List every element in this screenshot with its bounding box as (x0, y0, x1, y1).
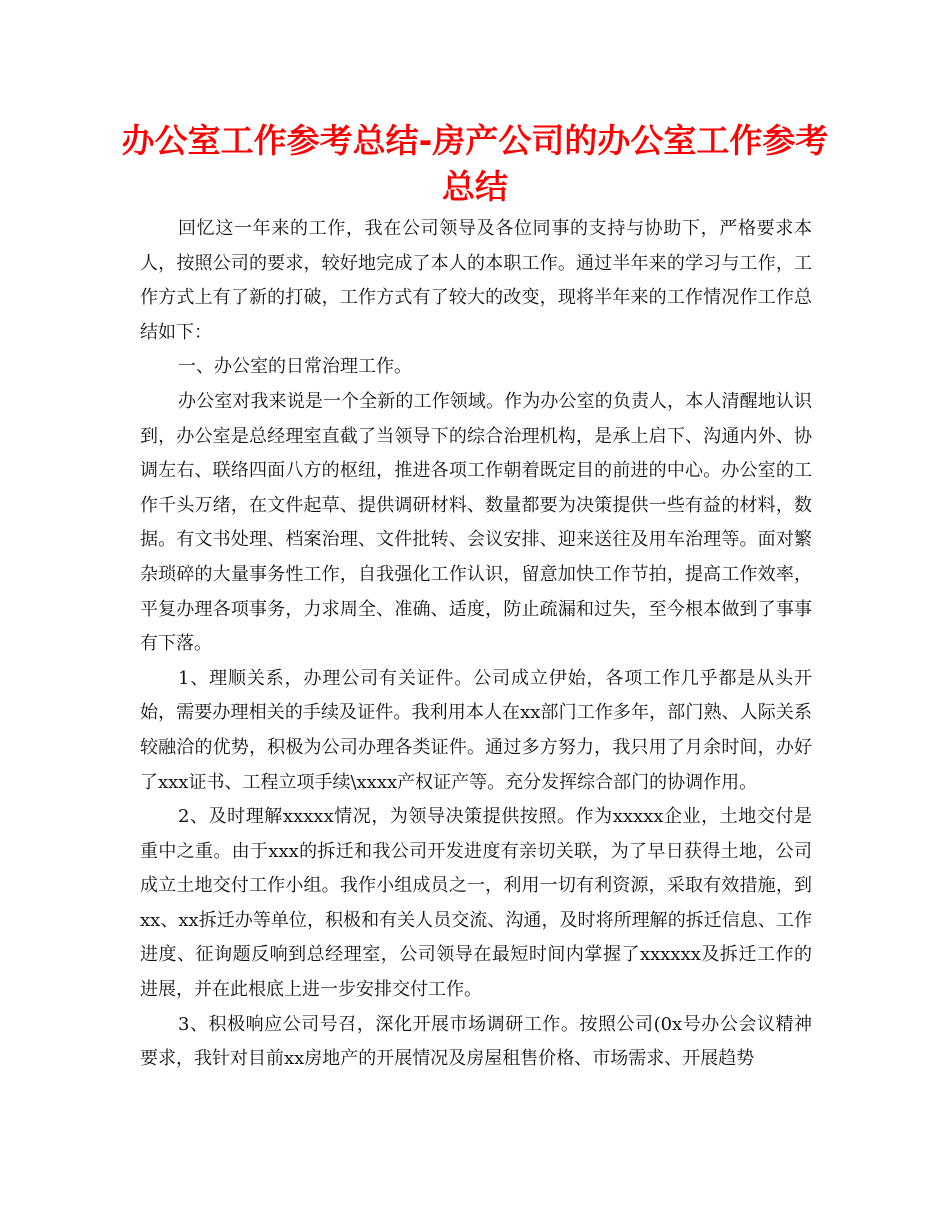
paragraph-item-3-market-research: 3、积极响应公司号召，深化开展市场调研工作。按照公司(0x号办公会议精神要求，我针对目前xx房地产的开展情况及房屋租售价格、市场需求、开展趋势 (140, 1013, 812, 1070)
paragraph-intro: 回忆这一年来的工作，我在公司领导及各位同事的支持与协助下，严格要求本人，按照公司的要求，较好地完成了本人的本职工作。通过半年来的学习与工作，工作方式上有了新的打破，工作方式有了较大的改变，现将半年来的工作情况作工作总结如下： (140, 218, 812, 343)
section-heading-daily-management: 一、办公室的日常治理工作。 (178, 356, 412, 378)
paragraph-item-2-land-delivery: 2、及时理解xxxxx情况，为领导决策提供按照。作为xxxxx企业，土地交付是重中之重。由于xxx的拆迁和我公司开发进度有亲切关联，为了早日获得土地，公司成立土地交付工作小组。我作小组成员之一，利用一切有利资源，采取有效措施，到xx、xx拆迁办等单位，积极和有关人员交流、沟通，及时将所理解的拆迁信息、工作进度、征询题反响到总经理室，公司领导在最短时间内掌握了xxxxxx及拆迁工作的进展，并在此根底上进一步安排交付工作。 (140, 806, 812, 1001)
paragraph-item-1-certificates: 1、理顺关系，办理公司有关证件。公司成立伊始，各项工作几乎都是从头开始，需要办理相关的手续及证件。我利用本人在xx部门工作多年，部门熟、人际关系较融洽的优势，积极为公司办理各类证件。通过多方努力，我只用了月余时间，办好了xxx证书、工程立项手续\xxxx产权证产等。充分发挥综合部门的协调作用。 (140, 667, 812, 793)
document-title: 办公室工作参考总结-房产公司的办公室工作参考总结 (121, 121, 829, 206)
document-body (140, 212, 812, 1077)
paragraph-office-role: 办公室对我来说是一个全新的工作领域。作为办公室的负责人，本人清醒地认识到，办公室是总经理室直截了当领导下的综合治理机构，是承上启下、沟通内外、协调左右、联络四面八方的枢纽，推进各项工作朝着既定目的前进的中心。办公室的工作千头万绪，在文件起草、提供调研材料、数量都要为决策提供一些有益的材料，数据。有文书处理、档案治理、文件批转、会议安排、迎来送往及用车治理等。面对繁杂琐碎的大量事务性工作，自我强化工作认识，留意加快工作节拍，提高工作效率，平复办理各项事务，力求周全、准确、适度，防止疏漏和过失，至今根本做到了事事有下落。 (140, 390, 812, 655)
